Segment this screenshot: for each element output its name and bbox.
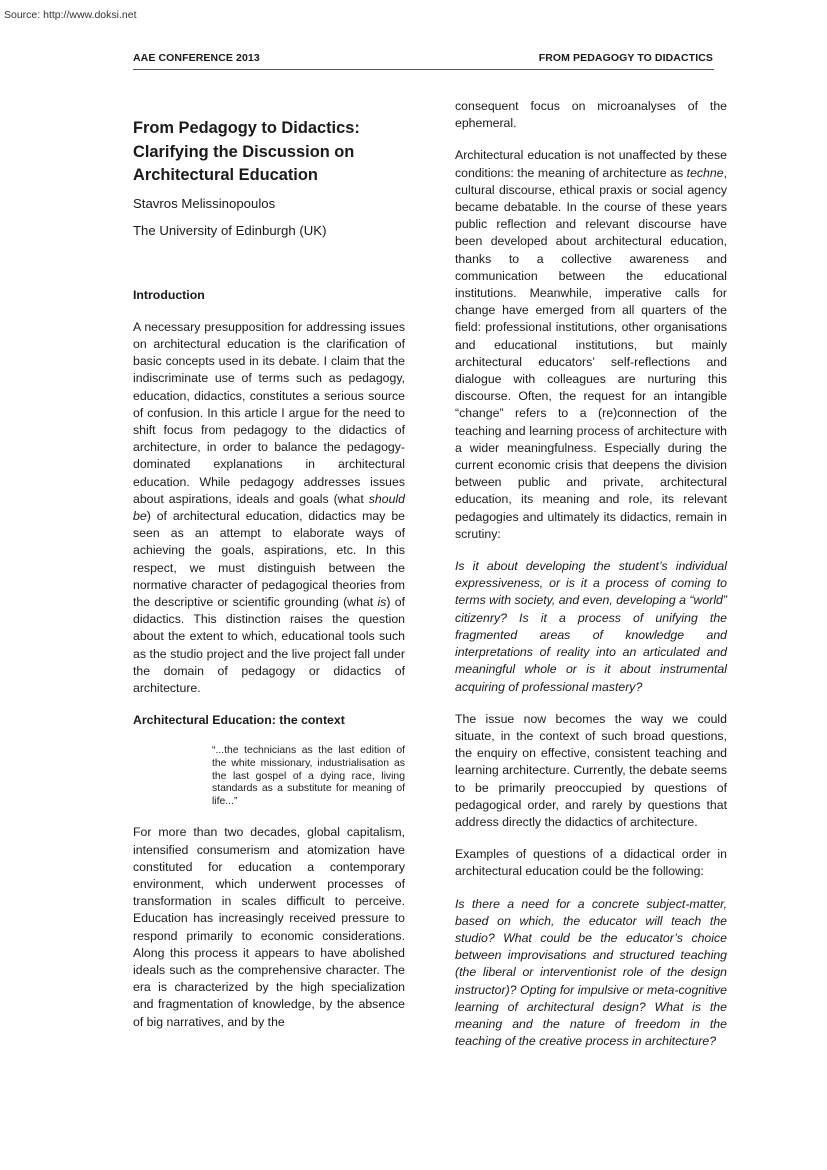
context-paragraph: For more than two decades, global capitalism, intensified consumerism and atomization have constituted for education a contemporary environment, which underwent processes of transformation in scales difficult to perceive. Education has increasingly received pressure to respond primarily to economic considerations. Along this process it appears to have abolished ideals such as the comprehensive character. The era is characterized by the high specialization and fragmentation of knowledge, by the absence of big narratives, and by the [133,825,405,1029]
body-paragraph: Examples of questions of a didactical order in architectural education could be the following: [455,847,727,879]
body-paragraph: Architectural education is not unaffected by these conditions: the meaning of architecture as techne, cultural discourse, ethical praxis or social agency became debatable. In the course of these years public reflection and relevant discourse have been developed about architectural education, thanks to a collective awareness and communication between the educational institutions. Meanwhile, imperative calls for change have emerged from all quarters of the field: professional institutions, other organisations and educational institutions, but mainly architectural educators’ self-reflections and dialogue with colleagues are nurturing this discourse. Often, the request for an intangible “change” refers to a (re)connection of the teaching and learning process of architecture with a wider meaningfulness. Especially during the current economic crisis that deepens the division between public and private, architectural education, its meaning and role, its relevant pedagogies and ultimately its didactics, remain in scrutiny: [455,148,727,541]
source-url: Source: http://www.doksi.net [4,9,137,21]
paper-title [133,117,405,188]
section-heading-context: Architectural Education: the context [133,713,345,728]
body-paragraph: The issue now becomes the way we could situate, in the context of such broad questions, the enquiry on effective, consistent teaching and learning architecture. Currently, the debate seems to be primarily preoccupied by questions of pedagogical order, and rarely by questions that address directly the didactics of architecture. [455,711,727,829]
introduction-paragraph: A necessary presupposition for addressing issues on architectural education is the clarification of basic concepts used in its debate. I claim that the indiscriminate use of terms such as pedagogy, education, didactics, constitutes a serious source of confusion. In this article I argue for the need to shift focus from pedagogy to the didactics of architecture, in order to balance the pedagogy-dominated explanations in architectural education. While pedagogy addresses issues about aspirations, ideals and goals (what should be) of architectural education, didactics may be seen as an attempt to elaborate ways of achieving the goals, aspirations, etc. In this respect, we must distinguish between the normative character of pedagogical theories from the descriptive or scientific grounding (what is) of didactics. This distinction raises the question about the extent to which, educational tools such as the studio project and the live project fall under the domain of pedagogy or didactics of architecture. [133,319,405,695]
section-heading-introduction: Introduction [133,287,205,302]
running-header-right: FROM PEDAGOGY TO DIDACTICS [538,52,713,64]
title-line: From Pedagogy to Didactics: [133,119,360,137]
body-paragraph: consequent focus on microanalyses of the ephemeral. [455,99,727,131]
questions-paragraph: Is there a need for a concrete subject-matter, based on which, the educator will teach the studio? What could be the educator’s choice between improvisations and structured teaching (the liberal or interventionist role of the design instructor)? Opting for impulsive or meta-cognitive learning of architectural design? What is the meaning and the nature of freedom in the teaching of the creative process in architecture? [455,896,727,1049]
title-line: Architectural Education [133,166,318,184]
running-header-left: AAE CONFERENCE 2013 [133,52,260,64]
questions-paragraph: Is it about developing the student’s individual expressiveness, or is it a process of coming to terms with society, and even, developing a “world” citizenry? Is it a process of unifying the fragmented areas of knowledge and interpretations of reality into an articulated and meaningful whole or is it about instrumental acquiring of professional mastery? [455,559,727,694]
header-rule [133,69,714,70]
right-column [455,98,727,1050]
affiliation: The University of Edinburgh (UK) [133,222,327,238]
author: Stavros Melissinopoulos [133,195,276,211]
title-line: Clarifying the Discussion on [133,142,355,161]
epigraph-quote: “...the technicians as the last edition of the white missionary, industrialisation as the last gospel of a dying race, living standards as a substitute for meaning of life...” [212,745,405,807]
left-column [133,117,405,1031]
